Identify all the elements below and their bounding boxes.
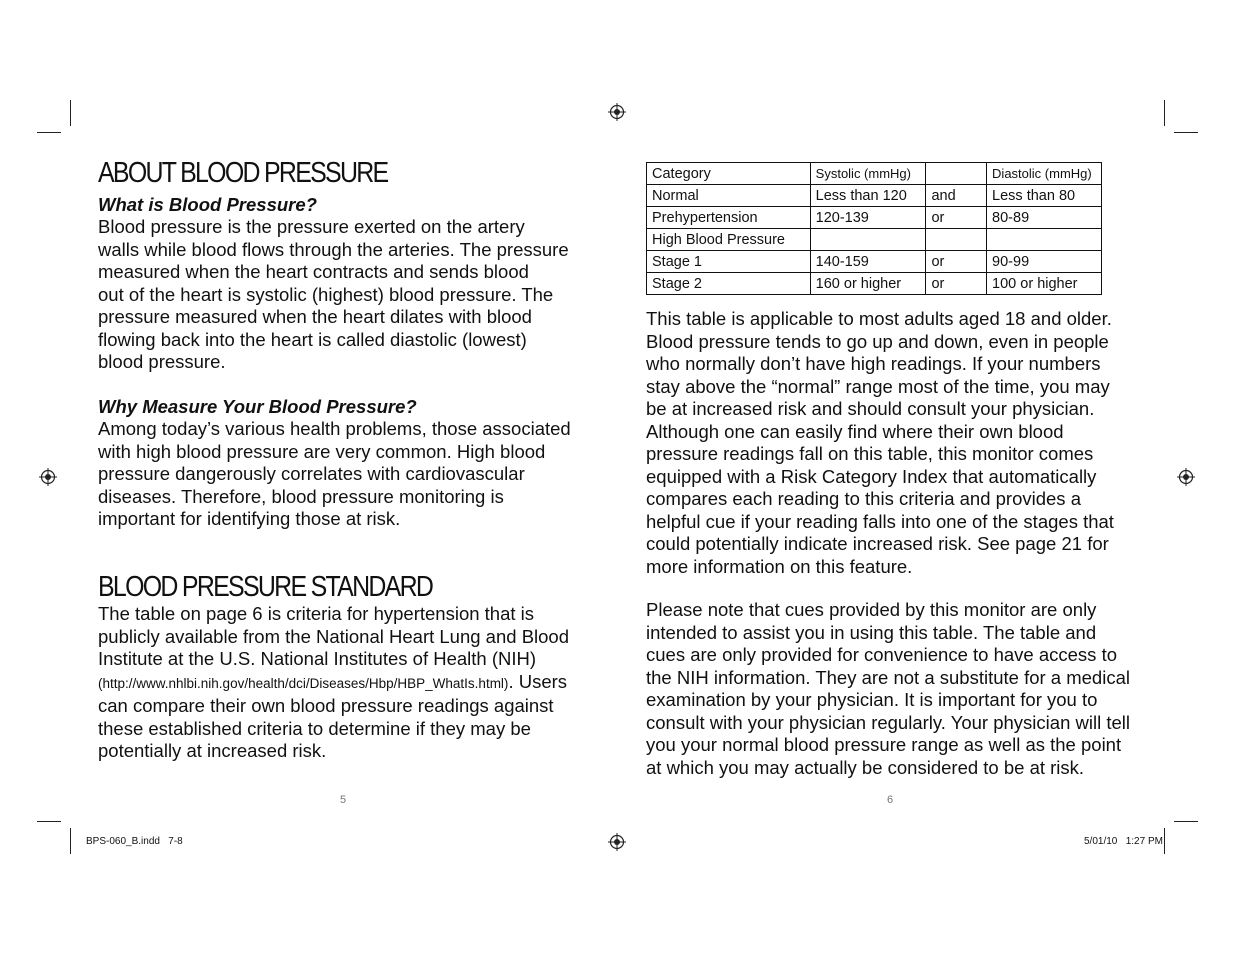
table-cell: Stage 2 [647, 273, 811, 295]
text-line: The table on page 6 is criteria for hypertension that is [98, 603, 535, 624]
text-line: more information on this feature. [646, 555, 913, 577]
table-cell: Stage 1 [647, 251, 811, 273]
text-line: cues are only provided for convenience to have access to [646, 644, 1118, 665]
table-header: Systolic (mmHg) [810, 163, 926, 185]
text-line: at which you may actually be considered to be at risk. [646, 756, 1085, 778]
text-line: measured when the heart contracts and sends blood [98, 261, 529, 282]
table-header: Category [647, 163, 811, 185]
section-title: BLOOD PRESSURE STANDARD [98, 571, 433, 603]
text-line: flowing back into the heart is called diastolic (lowest) [98, 328, 527, 350]
text-line: Although one can easily find where their own blood [646, 420, 1064, 442]
text-line: Blood pressure is the pressure exerted on the artery [98, 216, 525, 237]
crop-mark [37, 132, 61, 133]
paragraph [646, 599, 1130, 779]
crop-mark [70, 828, 71, 854]
file-slug: BPS-060_B.indd 7-8 [86, 836, 183, 847]
table-cell: 140-159 [810, 251, 926, 273]
paragraph [98, 216, 569, 374]
page-number: 6 [887, 794, 894, 806]
paragraph [646, 308, 1114, 578]
table-cell [926, 229, 987, 251]
text-line: pressure readings fall on this table, this monitor comes [646, 443, 1094, 464]
table-cell: 100 or higher [987, 273, 1102, 295]
text-line: blood pressure. [98, 351, 226, 372]
section-subheading: Why Measure Your Blood Pressure? [98, 396, 417, 417]
text-line: be at increased risk and should consult your physician. [646, 398, 1095, 419]
text-line: could potentially indicate increased risk. See page 21 for [646, 533, 1109, 554]
text-line: consult with your physician regularly. Your physician will tell [646, 711, 1130, 733]
table-row [647, 185, 1102, 207]
text-line: Institute at the U.S. National Institutes of Health (NIH) [98, 648, 537, 669]
text-line: This table is applicable to most adults aged 18 and older. [646, 308, 1112, 329]
nih-url: (http://www.nhlbi.nih.gov/health/dci/Diseases/Hbp/HBP_WhatIs.html) [98, 675, 509, 691]
crop-mark [1164, 828, 1165, 854]
crop-mark [1164, 100, 1165, 126]
date-slug: 5/01/10 1:27 PM [1084, 836, 1163, 847]
text-line: examination by your physician. It is important for you to [646, 689, 1098, 710]
table-cell: Normal [647, 185, 811, 207]
registration-mark-icon [1177, 468, 1195, 486]
table-cell: Less than 80 [987, 185, 1102, 207]
text-line: who normally don’t have high readings. If your numbers [646, 353, 1101, 374]
page-title: ABOUT BLOOD PRESSURE [98, 157, 388, 189]
text-line: these established criteria to determine if they may be [98, 717, 531, 739]
text-line [98, 671, 569, 696]
text-line: pressure dangerously correlates with cardiovascular [98, 463, 525, 484]
table-row [647, 273, 1102, 295]
table-cell: 90-99 [987, 251, 1102, 273]
table-row [647, 251, 1102, 273]
text-line: out of the heart is systolic (highest) blood pressure. The [98, 283, 554, 305]
text-line: walls while blood flows through the arteries. The pressure [98, 238, 569, 260]
text-line: you your normal blood pressure range as well as the point [646, 734, 1122, 755]
table-cell: Prehypertension [647, 207, 811, 229]
table-cell: Less than 120 [810, 185, 926, 207]
crop-mark [70, 100, 71, 126]
section-subheading: What is Blood Pressure? [98, 194, 317, 215]
table-cell [987, 229, 1102, 251]
crop-mark [1174, 132, 1198, 133]
crop-mark [1174, 821, 1198, 822]
text-line: the NIH information. They are not a substitute for a medical [646, 666, 1130, 688]
registration-mark-icon [608, 833, 626, 851]
table-cell: or [926, 207, 987, 229]
text-line: pressure measured when the heart dilates with blood [98, 306, 532, 327]
table-header-row [647, 163, 1102, 185]
paragraph [98, 418, 571, 531]
text-line: Please note that cues provided by this monitor are only [646, 599, 1097, 620]
paragraph [98, 603, 569, 763]
table-cell: and [926, 185, 987, 207]
text-line: can compare their own blood pressure readings against [98, 695, 554, 716]
text-line: publicly available from the National Heart Lung and Blood [98, 625, 570, 647]
text-line: with high blood pressure are very common. High blood [98, 440, 546, 462]
table-cell [810, 229, 926, 251]
text-line: important for identifying those at risk. [98, 508, 401, 529]
table-header: Diastolic (mmHg) [987, 163, 1102, 185]
text-line: Among today’s various health problems, those associated [98, 418, 571, 439]
text-line: intended to assist you in using this table. The table and [646, 621, 1097, 643]
text-line: diseases. Therefore, blood pressure monitoring is [98, 485, 504, 507]
crop-mark [37, 821, 61, 822]
text-fragment: . Users [508, 670, 568, 692]
text-line: stay above the “normal” range most of the time, you may [646, 375, 1110, 397]
text-line: compares each reading to this criteria and provides a [646, 488, 1081, 509]
registration-mark-icon [39, 468, 57, 486]
table-cell: or [926, 251, 987, 273]
table-cell: 160 or higher [810, 273, 926, 295]
page-number: 5 [340, 794, 347, 806]
table-row [647, 229, 1102, 251]
text-line: helpful cue if your reading falls into one of the stages that [646, 510, 1114, 532]
blood-pressure-table [646, 162, 1102, 295]
table-header [926, 163, 987, 185]
table-cell: 120-139 [810, 207, 926, 229]
text-line: equipped with a Risk Category Index that automatically [646, 465, 1097, 487]
registration-mark-icon [608, 103, 626, 121]
text-line: potentially at increased risk. [98, 740, 327, 761]
table-cell: High Blood Pressure [647, 229, 811, 251]
table-cell: or [926, 273, 987, 295]
table-row [647, 207, 1102, 229]
text-line: Blood pressure tends to go up and down, even in people [646, 330, 1109, 352]
table-cell: 80-89 [987, 207, 1102, 229]
